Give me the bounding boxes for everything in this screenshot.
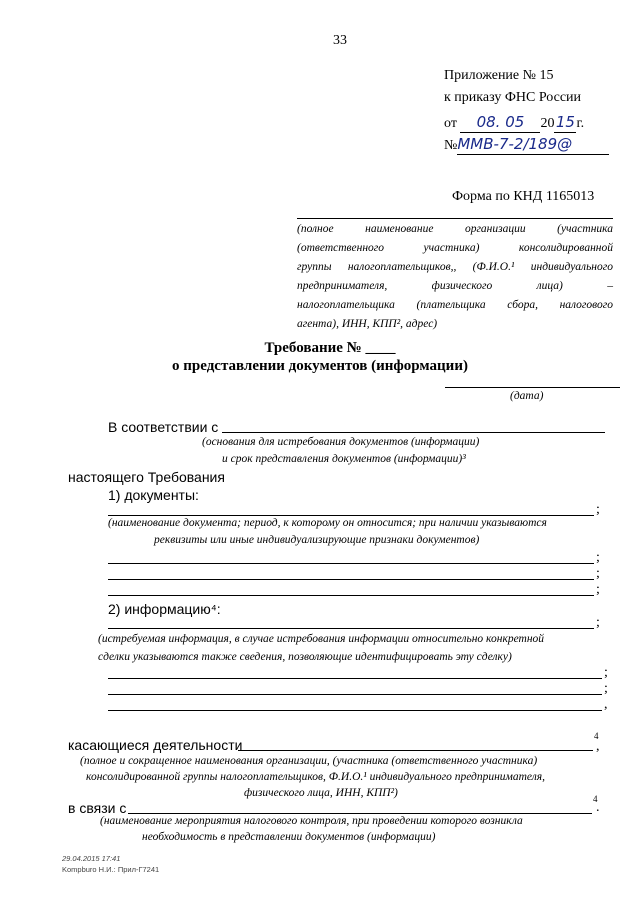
print-stamp-date: 29.04.2015 17:41 (62, 854, 121, 863)
semicolon-4: ; (596, 582, 600, 597)
accordance-note-2: и срок представления документов (информации)³ (222, 453, 466, 465)
documents-note-1: (наименование документа; период, к которому он относится; при наличии указываются (108, 517, 547, 529)
recipient-note: (полное наименование организации (участника (ответственного участника) консолидированной группы налогоплательщиков,, (Ф.И.О.¹ индивидуального предпринимателя, физического лица) – налогоплательщика (плательщика сбора, налогового агента), ИНН, КПП², адрес) (297, 223, 613, 330)
accordance-label: В соответствии с (108, 419, 219, 435)
accordance-note-1: (основания для истребования документов (информации) (202, 436, 480, 448)
page-number: 33 (333, 33, 347, 48)
connection-note-1: (наименование мероприятия налогового контроля, при проведении которого возникла (100, 815, 523, 827)
period-mark: . (596, 800, 600, 815)
information-line-3 (108, 694, 602, 695)
information-line-2 (108, 678, 602, 679)
order-number-handwritten: ММВ-7-2/189@ (457, 135, 573, 153)
from-prefix: от (444, 116, 457, 131)
information-line-1 (108, 628, 594, 629)
information-label: 2) информацию⁴: (108, 601, 221, 617)
activity-note-3: физического лица, ИНН, КПП²) (244, 787, 398, 799)
recipient-line (297, 218, 613, 219)
date-caption: (дата) (510, 390, 544, 402)
connection-label: в связи с (68, 800, 127, 816)
year-prefix: 20 (540, 116, 555, 131)
semicolon-7: ; (604, 681, 608, 696)
form-code: Форма по КНД 1165013 (452, 189, 595, 204)
number-prefix: № (444, 138, 458, 153)
requirement-title: Требование № ____ (264, 340, 396, 356)
semicolon-2: ; (596, 550, 600, 565)
appendix-line: Приложение № 15 (444, 68, 554, 83)
comma-2: , (596, 739, 600, 754)
semicolon-1: ; (596, 502, 600, 517)
semicolon-6: ; (604, 665, 608, 680)
activity-line (238, 750, 593, 751)
connection-note-2: необходимость в представлении документов (информации) (142, 831, 436, 843)
year-suffix: г. (576, 116, 585, 131)
documents-line-2 (108, 563, 594, 564)
comma-1: , (604, 697, 608, 712)
footnote-mark-2: 4 (593, 794, 598, 804)
order-number-line (444, 136, 609, 155)
documents-label: 1) документы: (108, 487, 199, 503)
semicolon-3: ; (596, 566, 600, 581)
documents-line-3 (108, 579, 594, 580)
requirement-subtitle: о представлении документов (информации) (172, 358, 468, 374)
order-date-field (460, 114, 540, 133)
footnote-mark-1: 4 (594, 731, 599, 741)
order-date-handwritten: 08. 05 (476, 113, 525, 131)
documents-line-4 (108, 595, 594, 596)
activity-note-2: консолидированной группы налогоплательщиков, Ф.И.О.¹ индивидуального предпринимателя, (86, 771, 545, 783)
activity-label: касающиеся деятельности (68, 737, 243, 753)
information-note-2: сделки указываются также сведения, позволяющие идентифицировать эту сделку) (98, 651, 512, 663)
order-year-handwritten: 15 (555, 113, 575, 131)
order-date-line (444, 114, 584, 133)
activity-note-1: (полное и сокращенное наименования организации, (участника (ответственного участника) (80, 755, 538, 767)
documents-note-2: реквизиты или иные индивидуализирующие признаки документов) (154, 534, 480, 546)
information-note-1: (истребуемая информация, в случае истребования информации относительно конкретной (98, 633, 545, 645)
present-requirement-label: настоящего Требования (68, 469, 225, 485)
print-stamp-file: Kompburo Н.И.: Прил-Г7241 (62, 865, 160, 874)
information-line-4 (108, 710, 602, 711)
order-line: к приказу ФНС России (444, 90, 582, 105)
semicolon-5: ; (596, 615, 600, 630)
